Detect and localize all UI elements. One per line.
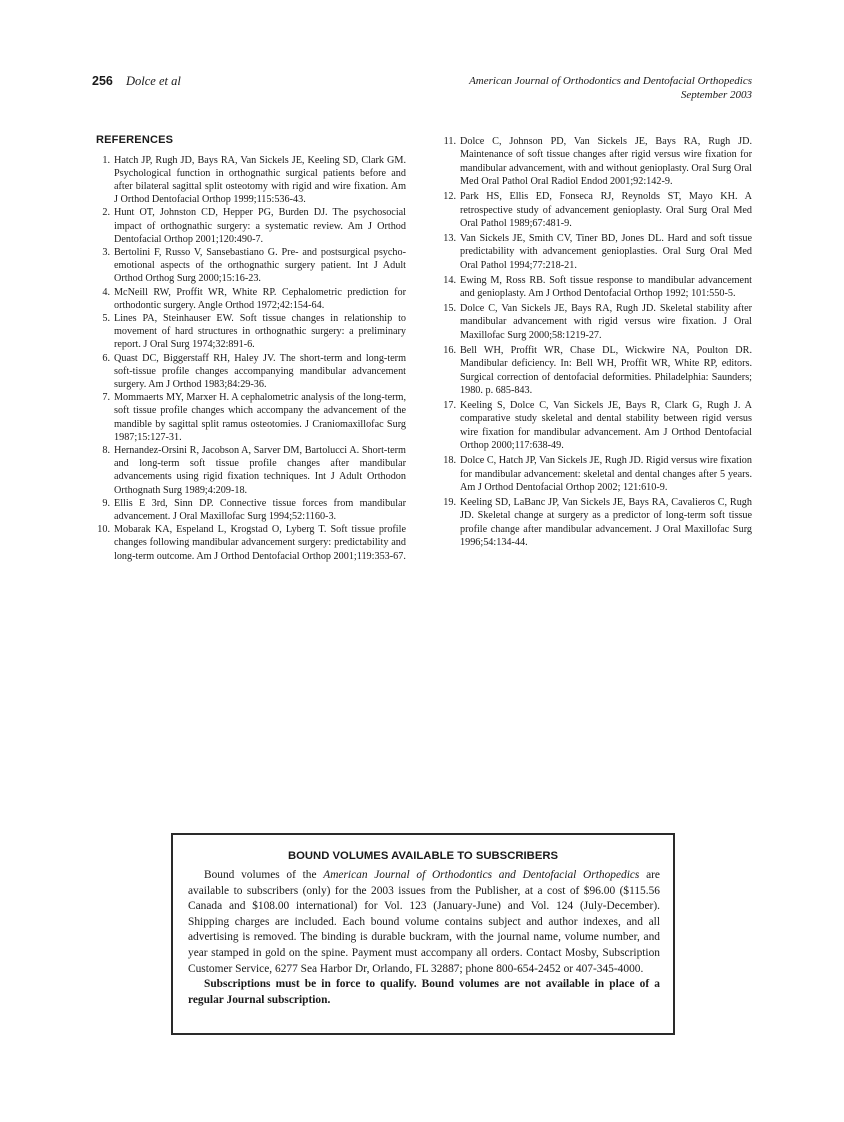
reference-text: Keeling SD, LaBanc JP, Van Sickels JE, Bays RA, Cavalieros C, Rugh JD. Skeletal change at surgery as a predictor of long-term soft tissue profile change after mandibular advancement. J Oral Maxillofac Surg 1996;54:134-44. (460, 496, 752, 549)
reference-text: Hatch JP, Rugh JD, Bays RA, Van Sickels JE, Keeling SD, Clark GM. Psychological function in orthognathic surgical patients before and after bilateral sagittal split osteotomy with rigid and wire fixation. Am J Orthod Dentofacial Orthop 1999;115:536-43. (114, 154, 406, 206)
notice-intro: Bound volumes of the (204, 869, 324, 881)
reference-text: Hernandez-Orsini R, Jacobson A, Sarver DM, Bartolucci A. Short-term and long-term soft tissue profile changes after mandibular advancements using rigid fixation techniques. Int J Adult Orthodon Orthognath Surg 1989;4:209-18. (114, 444, 406, 496)
notice-bold-note: Subscriptions must be in force to qualify. Bound volumes are not available in place of a regular Journal subscription. (188, 978, 660, 1006)
reference-text: McNeill RW, Proffit WR, White RP. Cephalometric prediction for orthodontic surgery. Angle Orthod 1972;42:154-64. (114, 286, 406, 311)
reference-number: 14. (443, 274, 456, 286)
reference-text: Mommaerts MY, Marxer H. A cephalometric analysis of the long-term, soft tissue profile changes which accompany the advancement of the mandible by sagittal split ramus osteotomies. J Craniomaxillofac Surg 1987;15:127-31. (114, 392, 406, 443)
reference-item (438, 496, 752, 550)
reference-number: 19. (443, 496, 456, 508)
reference-number: 9. (102, 497, 110, 509)
reference-item (96, 312, 406, 352)
reference-text: Park HS, Ellis ED, Fonseca RJ, Reynolds ST, Mayo KH. A retrospective study of advancement genioplasty. Oral Surg Oral Med Oral Pathol 1989;67:481-9. (460, 191, 752, 229)
notice-details: are available to subscribers (only) for the 2003 issues from the Publisher, at a cost of $96.00 ($115.56 Canada and $108.00 international) for Vol. 123 (January-June) and Vol. 124 (July-December). Shipping charges are included. Each bound volume contains subject and author indexes, and all advertising is removed. The binding is durable buckram, with the journal name, volume number, and year stamped in gold on the spine. Payment must accompany all orders. Contact Mosby, Subscription Customer Service, 6277 Sea Harbor Dr, Orlando, FL 32887; phone 800-654-2452 or 407-345-4000. (188, 869, 660, 975)
reference-item (96, 391, 406, 444)
references-left-column (96, 154, 406, 563)
reference-number: 8. (102, 444, 110, 456)
references-right-column (438, 135, 752, 551)
reference-text: Dolce C, Hatch JP, Van Sickels JE, Rugh JD. Rigid versus wire fixation for mandibular advancement: skeletal and dental changes after 5 years. Am J Orthod Dentofacial Orthop 2002; 121:610-9. (460, 455, 752, 493)
notice-journal-title: American Journal of Orthodontics and Dentofacial Orthopedics (323, 869, 640, 881)
notice-body (188, 868, 660, 1008)
reference-text: Ellis E 3rd, Sinn DP. Connective tissue forces from mandibular advancement. J Oral Maxillofac Surg 1994;52:1160-3. (114, 497, 406, 522)
reference-text: Dolce C, Johnson PD, Van Sickels JE, Bays RA, Rugh JD. Maintenance of soft tissue changes after rigid versus wire fixation for mandibular advancement, with and without genioplasty. Oral Surg Oral Med Oral Pathol Oral Radiol Endod 2001;92:142-9. (460, 136, 752, 188)
reference-item (96, 444, 406, 497)
reference-text: Ewing M, Ross RB. Soft tissue response to mandibular advancement and genioplasty. Am J Orthod Dentofacial Orthop 1992; 101:550-5. (460, 274, 752, 300)
bound-volumes-notice (171, 833, 675, 1035)
notice-title: BOUND VOLUMES AVAILABLE TO SUBSCRIBERS (287, 850, 559, 862)
reference-item (96, 523, 406, 563)
reference-item (96, 286, 406, 312)
notice-paragraph (188, 868, 660, 977)
reference-text: Lines PA, Steinhauser EW. Soft tissue changes in relationship to movement of hard structures in orthognathic surgery: a preliminary report. J Oral Surg 1974;32:891-6. (114, 312, 406, 351)
references-heading: REFERENCES (96, 134, 174, 146)
reference-number: 15. (443, 303, 456, 315)
reference-text: Keeling S, Dolce C, Van Sickels JE, Bays R, Clark G, Rugh J. A comparative study skeletal and dental stability between rigid versus wire fixation for mandibular advancement. Am J Orthod Dentofacial Orthop 2000;117:638-49. (460, 400, 752, 452)
reference-item (96, 497, 406, 523)
reference-text: Mobarak KA, Espeland L, Krogstad O, Lyberg T. Soft tissue profile changes following mandibular advancement surgery: predictability and long-term outcome. Am J Orthod Dentofacial Orthop 2001;119:353-67. (114, 524, 406, 562)
reference-item (96, 352, 406, 392)
reference-number: 5. (102, 312, 110, 324)
reference-item (438, 135, 752, 189)
page-number: 256 (92, 74, 113, 88)
reference-item (96, 206, 406, 246)
running-head (92, 74, 752, 110)
reference-number: 12. (443, 191, 456, 203)
reference-item (438, 274, 752, 301)
reference-number: 1. (102, 154, 110, 166)
reference-text: Quast DC, Biggerstaff RH, Haley JV. The short-term and long-term soft-tissue profile changes accompanying mandibular advancement surgery. Am J Orthod 1983;84:29-36. (114, 352, 406, 390)
reference-text: Bell WH, Proffit WR, Chase DL, Wickwire NA, Poulton DR. Mandibular deficiency. In: Bell WH, Proffit WR, White RP, editors. Surgical correction of dentofacial deformities. Philadelphia: Saunders; 1980. p. 685-843. (460, 344, 752, 397)
reference-text: Dolce C, Van Sickels JE, Bays RA, Rugh JD. Skeletal stability after mandibular advancement with rigid versus wire fixation. J Oral Maxillofac Surg 2000;58:1219-27. (460, 303, 752, 341)
reference-list-right (438, 135, 752, 550)
running-head-authors: Dolce et al (126, 74, 181, 88)
reference-number: 7. (102, 392, 110, 404)
reference-number: 18. (443, 455, 456, 467)
reference-item (438, 399, 752, 453)
reference-number: 11. (443, 136, 456, 147)
reference-item (438, 232, 752, 272)
reference-number: 4. (102, 286, 110, 298)
reference-number: 3. (102, 246, 110, 258)
reference-item (96, 246, 406, 286)
running-head-date: September 2003 (680, 89, 752, 101)
reference-item (438, 454, 752, 494)
reference-number: 13. (443, 232, 456, 244)
reference-number: 10. (97, 524, 110, 536)
reference-item (96, 154, 406, 207)
reference-item (438, 344, 752, 398)
reference-number: 17. (443, 400, 456, 411)
reference-number: 16. (443, 344, 456, 356)
reference-text: Van Sickels JE, Smith CV, Tiner BD, Jones DL. Hard and soft tissue predictability with advancement genioplasties. Oral Surg Oral Med Oral Pathol 1994;77:218-21. (460, 232, 752, 271)
reference-item (438, 190, 752, 230)
reference-item (438, 302, 752, 342)
reference-text: Bertolini F, Russo V, Sansebastiano G. Pre- and postsurgical psycho-emotional aspects of the orthognathic surgery patient. Int J Adult Orthod Orthog Surg 2000;15:16-23. (114, 246, 406, 285)
reference-number: 6. (102, 352, 110, 364)
reference-text: Hunt OT, Johnston CD, Hepper PG, Burden DJ. The psychosocial impact of orthognathic surgery: a systematic review. Am J Orthod Dentofacial Orthop 2001;120:490-7. (114, 207, 406, 245)
running-head-journal: American Journal of Orthodontics and Dentofacial Orthopedics (469, 75, 752, 87)
reference-number: 2. (102, 207, 110, 219)
reference-list-left (96, 154, 406, 563)
